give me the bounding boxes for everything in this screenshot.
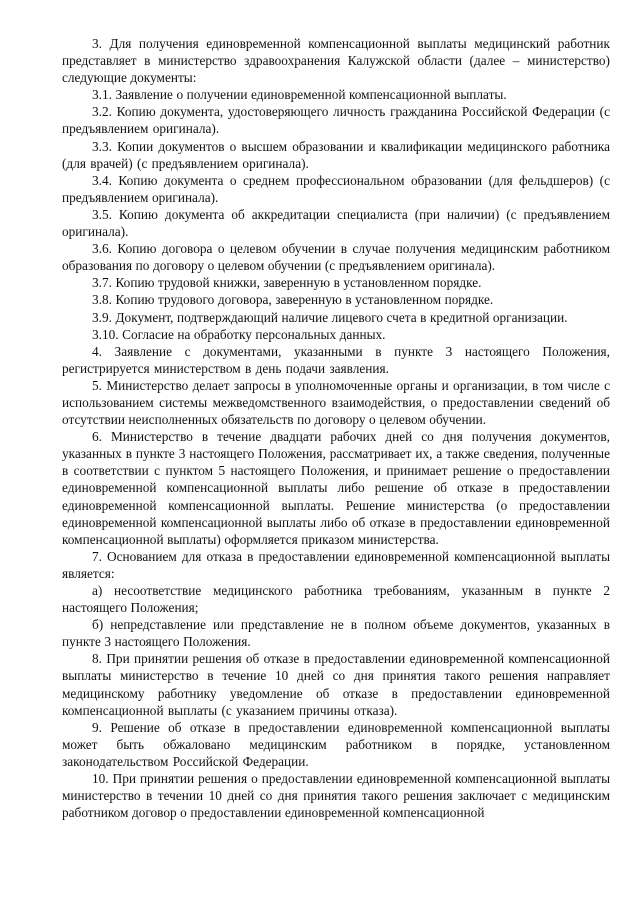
document-page — [62, 35, 610, 821]
paragraph-3-5: 3.5. Копию документа об аккредитации специалиста (при наличии) (с предъявлением оригинала). — [62, 206, 610, 240]
paragraph-3-3: 3.3. Копии документов о высшем образовании и квалификации медицинского работника (для врачей) (с предъявлением оригинала). — [62, 138, 610, 171]
paragraph-3-9: 3.9. Документ, подтверждающий наличие лицевого счета в кредитной организации. — [92, 309, 568, 325]
paragraph-3-10: 3.10. Согласие на обработку персональных данных. — [92, 326, 386, 342]
paragraph-3-8: 3.8. Копию трудового договора, заверенную в установленном порядке. — [92, 292, 494, 308]
paragraph-7-a: а) несоответствие медицинского работника требованиям, указанным в пункте 2 настоящего Положения; — [62, 583, 610, 616]
paragraph-3-6: 3.6. Копию договора о целевом обучении в случае получения медицинским работником образования по договору о целевом обучении (с предъявлением оригинала). — [62, 241, 610, 274]
paragraph-3: 3. Для получения единовременной компенсационной выплаты медицинский работник представляет в министерство здравоохранения Калужской области (далее – министерство) следующие документы: — [62, 36, 610, 86]
paragraph-5: 5. Министерство делает запросы в уполномоченные органы и организации, в том числе с использованием системы межведомственного взаимодействия, о предоставлении сведений об отсутствии неисполненных обязательств по договору о целевом обучении. — [62, 377, 610, 428]
paragraph-4: 4. Заявление с документами, указанными в пункте 3 настоящего Положения, регистрируется министерством в день подачи заявления. — [62, 343, 610, 376]
paragraph-3-4: 3.4. Копию документа о среднем профессиональном образовании (для фельдшеров) (с предъявлением оригинала). — [62, 172, 610, 205]
paragraph-9: 9. Решение об отказе в предоставлении единовременной компенсационной выплаты может быть обжаловано медицинским работником в порядке, установленном законодательством Российской Федерации. — [62, 719, 610, 769]
paragraph-3-2: 3.2. Копию документа, удостоверяющего личность гражданина Российской Федерации (с предъявлением оригинала). — [62, 104, 610, 137]
paragraph-7: 7. Основанием для отказа в предоставлении единовременной компенсационной выплаты является: — [62, 548, 610, 581]
paragraph-10: 10. При принятии решения о предоставлении единовременной компенсационной выплаты министерство в течении 10 дней со дня принятия такого решения заключает с медицинским работником договор о предоставлении единовременной компенсационной — [62, 771, 610, 821]
paragraph-6: 6. Министерство в течение двадцати рабочих дней со дня получения документов, указанных в пункте 3 настоящего Положения, рассматривает их, а также сведения, полученные в соответствии с пунктом 5 настоящего Положения, и принимает решение о предоставлении единовременной компенсационной выплаты либо решение об отказе в предоставлении единовременной компенсационной выплаты. Решение министерства (о предоставлении единовременной компенсационной выплаты либо об отказе в предоставлении единовременной компенсационной выплаты) оформляется приказом министерства. — [62, 429, 610, 547]
paragraph-8: 8. При принятии решения об отказе в предоставлении единовременной компенсационной выплаты министерство в течение 10 дней со дня принятия такого решения направляет медицинскому работнику уведомление об отказе в предоставлении единовременной компенсационной выплаты (с указанием причины отказа). — [62, 651, 610, 718]
paragraph-3-1: 3.1. Заявление о получении единовременной компенсационной выплаты. — [92, 87, 507, 103]
paragraph-7-b: б) непредставление или представление не в полном объеме документов, указанных в пункте 3 настоящего Положения. — [62, 617, 610, 650]
paragraph-3-7: 3.7. Копию трудовой книжки, заверенную в установленном порядке. — [92, 275, 482, 291]
